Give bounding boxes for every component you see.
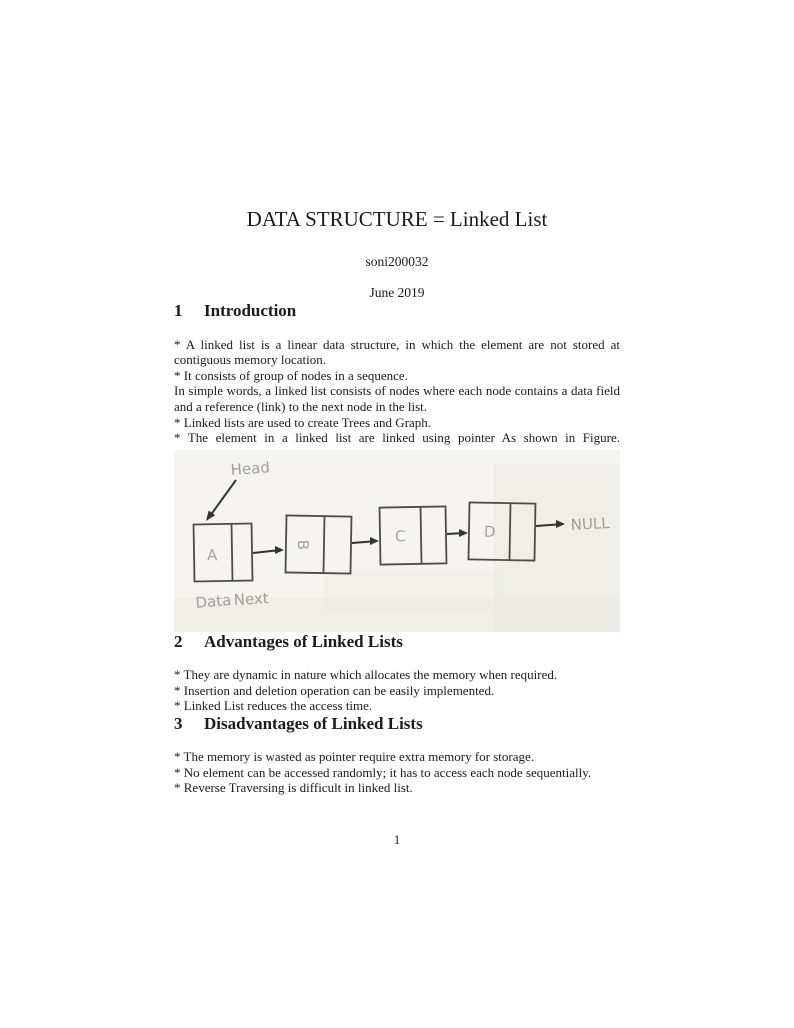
- node-d-divider: [509, 503, 510, 560]
- section-number: 1: [174, 301, 183, 321]
- paragraph: In simple words, a linked list consists of nodes where each node contains a data field and a reference (link) to the next node in the list.: [174, 383, 620, 414]
- document-title: DATA STRUCTURE = Linked List: [246, 207, 548, 231]
- paragraph: * It consists of group of nodes in a sequence.: [174, 367, 408, 383]
- section-number: 3: [174, 713, 183, 733]
- node-a-divider: [232, 524, 233, 581]
- paragraph: * Linked List reduces the access time.: [174, 698, 373, 714]
- section-heading-introduction: [174, 301, 620, 321]
- paragraph: * Reverse Traversing is difficult in linked list.: [174, 780, 413, 796]
- paragraph: * Insertion and deletion operation can be easily implemented.: [174, 682, 495, 698]
- section-advantages: [174, 632, 620, 714]
- node-b-label: B: [293, 539, 313, 550]
- section-introduction: [174, 301, 620, 446]
- node-c-divider: [421, 507, 422, 564]
- page-number: 1: [393, 832, 401, 848]
- section-number: 2: [174, 631, 183, 651]
- paragraph: * The element in a linked list are linked using pointer As shown in Figure.: [174, 430, 620, 446]
- head-label: Head: [230, 458, 271, 479]
- section-disadvantages: [174, 714, 620, 796]
- section-title: Advantages of Linked Lists: [204, 631, 403, 651]
- linked-list-figure: [174, 450, 620, 632]
- linked-list-diagram: [174, 450, 620, 632]
- advantages-text: [174, 667, 620, 714]
- node-a-label: A: [206, 545, 218, 565]
- section-title: Introduction: [204, 301, 297, 321]
- node-c-label: C: [394, 526, 406, 546]
- document-author: soni200032: [365, 254, 429, 270]
- paragraph: * No element can be accessed randomly; it has to access each node sequentially.: [174, 764, 592, 780]
- scan-shade-mid: [324, 570, 504, 610]
- null-label: NULL: [570, 513, 611, 534]
- section-heading-advantages: [174, 632, 620, 652]
- node-d-label: D: [483, 522, 496, 541]
- disadvantages-text: [174, 749, 620, 796]
- paragraph: * Linked lists are used to create Trees and Graph.: [174, 414, 432, 430]
- document-content: [174, 0, 620, 848]
- introduction-text: [174, 337, 620, 446]
- paragraph: * A linked list is a linear data structure, in which the element are not stored at contiguous memory location.: [174, 336, 620, 368]
- paragraph: * They are dynamic in nature which allocates the memory when required.: [174, 667, 558, 683]
- arrow-c-d: [447, 533, 460, 534]
- node-b-divider: [323, 516, 324, 573]
- next-label: Next: [233, 588, 270, 609]
- data-label: Data: [194, 590, 233, 612]
- section-heading-disadvantages: [174, 714, 620, 734]
- section-title: Disadvantages of Linked Lists: [204, 713, 423, 733]
- paragraph: * The memory is wasted as pointer require extra memory for storage.: [174, 749, 535, 765]
- document-date: June 2019: [369, 285, 425, 301]
